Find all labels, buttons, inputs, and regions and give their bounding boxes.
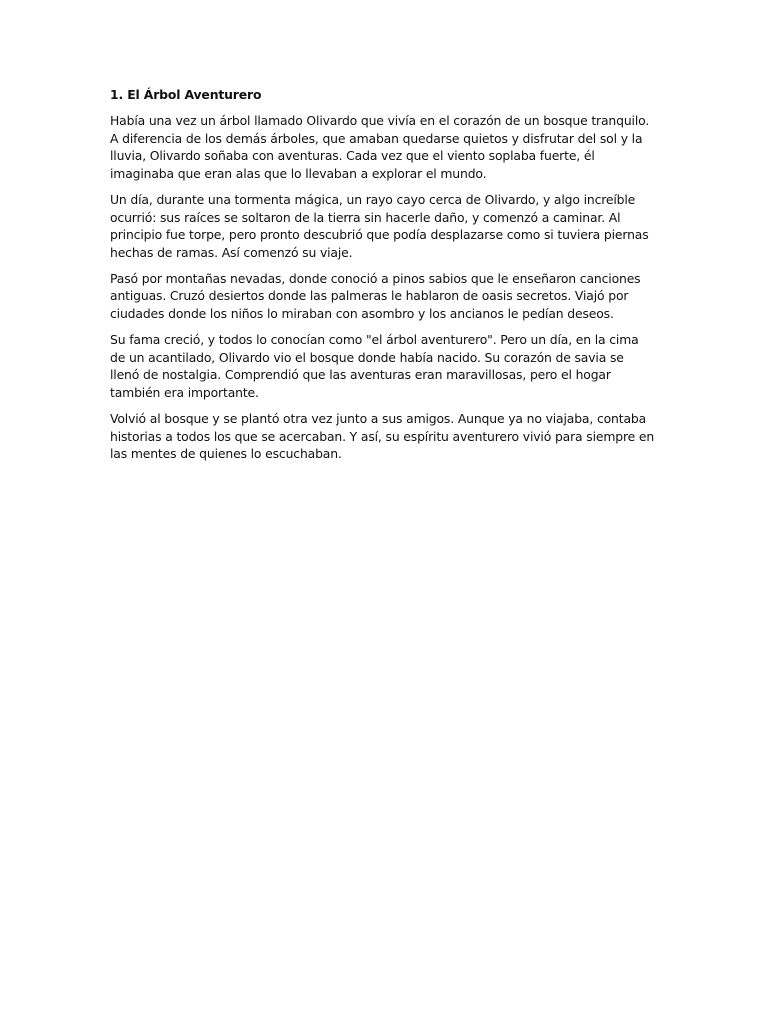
story-title: 1. El Árbol Aventurero xyxy=(110,87,262,102)
paragraph-4: Su fama creció, y todos lo conocían como "el árbol aventurero". Pero un día, en la cima de un acantilado, Olivardo vio el bosque donde había nacido. Su corazón de savia se llenó de nostalgia. Comprendió que las aventuras eran maravillosas, pero el hogar también era importante. xyxy=(110,332,639,400)
paragraph-1: Había una vez un árbol llamado Olivardo que vivía en el corazón de un bosque tranquilo. A diferencia de los demás árboles, que amaban quedarse quietos y disfrutar del sol y la lluvia, Olivardo soñaba con aventuras. Cada vez que el viento soplaba fuerte, él imaginaba que eran alas que lo llevaban a explorar el mundo. xyxy=(110,113,650,181)
paragraph-3: Pasó por montañas nevadas, donde conoció a pinos sabios que le enseñaron canciones antiguas. Cruzó desiertos donde las palmeras le hablaron de oasis secretos. Viajó por ciudades donde los niños lo miraban con asombro y los ancianos le pedían deseos. xyxy=(110,270,641,322)
paragraph-2: Un día, durante una tormenta mágica, un rayo cayo cerca de Olivardo, y algo increíble ocurrió: sus raíces se soltaron de la tierra sin hacerle daño, y comenzó a caminar. Al principio fue torpe, pero pronto descubrió que podía desplazarse como si tuviera piernas hechas de ramas. Así comenzó su viaje. xyxy=(110,191,649,260)
paragraph-5: Volvió al bosque y se plantó otra vez junto a sus amigos. Aunque ya no viajaba, contaba historias a todos los que se acercaban. Y así, su espíritu aventurero vivió para siempre en las mentes de quienes lo escuchaban. xyxy=(110,411,655,462)
document-body xyxy=(110,86,655,471)
